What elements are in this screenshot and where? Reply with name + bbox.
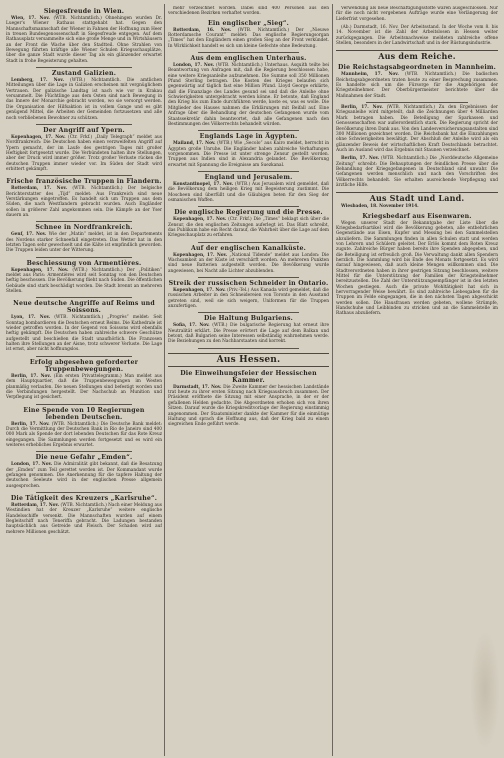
article-headline: Erfolg abgesehen geforderter Truppenbewegungen. [29, 358, 139, 373]
article-dateline: Mailand, 17. Nov. [173, 141, 216, 147]
article-body [336, 25, 498, 46]
article-text: (WTB.) Wie „Secolo“ aus Kairo meldet, herrscht in Ägypten große Unruhe. Die Engländer haben zahlreiche Verhaftungen vorgenommen. Die Presse ist unter strenge Zensur gestellt worden. Truppen aus Indien sind in Alexandria gelandet. Die Bevölkerung erwartet mit Spannung die Ereignisse am Suezkanal. [168, 141, 329, 168]
article [168, 55, 329, 127]
article-text: (Priv.-Tel.) Aus Kanada wird gemeldet, daß die russischen Arbeiter in den Schneidereien von Toronto in den Ausstand getreten sind, weil sie sich weigern, Uniformen für die Truppen anzufertigen. [168, 288, 329, 310]
article-separator [36, 451, 132, 452]
article-separator [198, 130, 299, 131]
article-headline: Auf der englischen Kanalküste. [190, 244, 307, 252]
article-separator [36, 124, 132, 125]
article-dateline: Berlin, 17. Nov. [11, 373, 51, 379]
article-text: Verwendung als neue Beschäftigungsstoffe waren ausgeschlossen. Nur für die noch nicht vergebenen Aufträge wurde eine Verlängerung der Lieferfrist vorgesehen. [336, 6, 498, 22]
column-rule [332, 4, 333, 756]
article-headline: Schnee in Nordfrankreich. [35, 224, 133, 232]
article-separator [198, 52, 299, 53]
article-text: Wegen unserer Stadt der Bekanntgabe der Liste über die Kriegsbedarfsartikel wird die Bevölkerung gebeten, alle entbehrlichen Gegenstände aus Eisen, Kupfer und Messing bei den Sammelstellen abzuliefern. Die Sammlungen finden in allen Schulen statt und werden von Lehrern und Schülern geleitet. Der Erlös kommt dem Roten Kreuz zugute. Zahlreiche Bürger haben bereits ihre Spenden abgegeben, und die Beteiligung ist erfreulich groß. Die Verwaltung dankt allen Spendern herzlich. Die Sammlung wird bis Ende des Monats fortgesetzt. Es wird darauf hingewiesen, daß auch kleine Mengen willkommen sind. Die Stadtverordneten haben in ihrer gestrigen Sitzung beschlossen, weitere Mittel für die Unterstützung der Familien der Kriegsteilnehmer bereitzustellen. Die Zahl der Unterstützungsempfänger ist in den letzten Wochen gestiegen. Auch die private Wohltätigkeit hat sich in hervorragender Weise bewährt. Es sind zahlreiche Liebesgaben für die Truppen im Felde eingegangen, die in den nächsten Tagen abgeschickt werden sollen. Die Hausfrauen werden gebeten, wollene Strümpfe, Handschuhe und Leibbinden zu stricken und an die Sammelstelle im Rathaus abzuliefern. [336, 220, 498, 317]
article-separator [36, 492, 132, 493]
article [168, 280, 329, 309]
article [6, 300, 162, 352]
article [168, 20, 329, 49]
article [336, 105, 498, 153]
article-dateline: Sofia, 17. Nov. [173, 323, 210, 329]
article-text: (WTB. Nichtamtlich.) Der „Nieuwe Rotterdamsche Courant“ meldet: Das englische Regierungsorgan „Times“ hat den Engländern einen großen Sieg an der Front verkündet. In Wirklichkeit handelt es sich um kleine Gefechte ohne Bedeutung. [168, 27, 329, 49]
article-body [168, 323, 329, 344]
column-rule [164, 4, 165, 756]
article-separator [36, 257, 132, 258]
article-text: (Ein ersten Privattelegramm.) Man meldet aus dem Hauptquartier, daß die Truppenbewegungen im Westen planmäßig verlaufen. Die neuen Stellungen sind befestigt worden und die Verbindungen hergestellt. Der Nachschub an Munition und Verpflegung ist gesichert. [6, 373, 162, 401]
article-separator [198, 277, 299, 278]
article-separator [366, 102, 468, 103]
article [336, 192, 498, 209]
article-headline: Aus dem englischen Unterhaus. [190, 55, 307, 63]
article-text: (Ab.) Darmstadt, 16. Nov. Der Arbeitsstand. In der Woche vom 8. bis 14. November ist die Zahl der Arbeitslosen in Hessen weiter zurückgegangen. Die Arbeitsnachweise meldeten zahlreiche offene Stellen, besonders in der Landwirtschaft und in der Rüstungsindustrie. [336, 25, 498, 47]
article [336, 25, 498, 46]
article-dateline: Kopenhagen, 17. Nov. [11, 134, 66, 140]
article-body [6, 186, 162, 218]
article-dateline: Mannheim, 17. Nov. [341, 72, 399, 78]
article-dateline: Lemberg, 17. Nov. [11, 78, 64, 84]
article-separator [198, 171, 299, 172]
article-dateline: Rotterdam, 16. Nov. [173, 27, 232, 33]
article [336, 6, 498, 22]
article-body [6, 374, 162, 401]
article-text: (WTB. Nichtamtlich.) Zu den Ergebnissen der Kriegsanleihe wird mitgeteilt, daß die Zeichnungen über 4 Milliarden Mark betragen haben. Die Beteiligung der Sparkassen und Genossenschaften war außerordentlich stark. Die Regierung spricht der Bevölkerung ihren Dank aus. Von den Landesversicherungsanstalten sind 300 Millionen gezeichnet worden. Die Reichsbank hat die Einzahlungen ohne Schwierigkeiten bewältigt. Der Abschluß der Anleihe wird als ein glänzender Beweis der wirtschaftlichen Kraft Deutschlands betrachtet. Auch im Ausland wird das Ergebnis mit Staunen verzeichnet. [336, 105, 498, 153]
article-body [6, 78, 162, 121]
article [168, 315, 329, 344]
article-text: Die Admiralität gibt bekannt, daß die Besatzung der „Emden“ zum Teil gerettet worden ist. Der Kommandant wurde gefangen genommen. Die Anerkennung für die tapfere Haltung der deutschen Seeleute wird in der englischen Presse allgemein ausgesprochen. [6, 462, 162, 489]
article-body [6, 16, 162, 64]
article [336, 64, 498, 99]
article [168, 209, 329, 238]
article-body [168, 253, 329, 274]
article-separator [198, 348, 299, 349]
article-dateline: Berlin, 17. Nov. [11, 421, 50, 427]
article-body [336, 221, 498, 317]
article-dateline: Kopenhagen, 17. Nov. [173, 217, 227, 223]
article [336, 50, 498, 61]
article-headline: England und Jerusalem. [204, 173, 293, 181]
article-dateline: Kopenhagen, 17. Nov. [173, 252, 228, 258]
article-body [168, 141, 329, 168]
article [168, 245, 329, 274]
article-headline: Kriegsbedarf aus Eisenwaren. [362, 212, 472, 220]
article-headline: Aus Hessen. [168, 353, 329, 367]
article-body [336, 6, 498, 22]
article-dateline: Konstantinopel, 17. Nov. [173, 181, 234, 187]
article-headline: Aus Stadt und Land. [336, 192, 498, 203]
article-text: Die Zweite Kammer der hessischen Landstände trat heute zu ihrer ersten Sitzung nach Kriegsausbruch zusammen. Der Präsident eröffnete die Sitzung mit einer Ansprache, in der er der gefallenen Helden gedachte. Die Abgeordneten erhoben sich von ihren Sitzen. Darauf wurde die Kriegskreditvorlage der Regierung einstimmig angenommen. Der Staatsminister dankte der Kammer für die einmütige Haltung und sprach die Hoffnung aus, daß der Krieg bald zu einem siegreichen Ende geführt werde. [168, 384, 329, 428]
article-dateline: Kopenhagen, 17. Nov. [173, 288, 226, 294]
article [168, 133, 329, 168]
article-text: (WTB. Nichtamtlich.) Ohnehingen wurden Dr. Lueger's Wiener Rathaus stattgehabt hat. Gegen den Mannschaftsmannschaft der Wiener in Fahnen der Hoffnung zum Heer in treuen Bundesgenossenschaft in Siegesfreude entgegen. Auf dem Rathausplatz versammelte sich eine große Menge und in Wirtshäusern an der Front die Wache über den Stadtteil. Ohne Strahlen von Bewegung führten kräftige alle Wiener Schulen Kriegsschauplätze, über die ganze Stadt wurde dieser Tag als ein glänzender erwartet Stadt in frohe Begeisterung gehalten. [6, 16, 162, 64]
article-headline: Beschiessung von Armentières. [26, 259, 142, 267]
article-body [336, 156, 498, 188]
article [168, 370, 329, 428]
article-body [6, 268, 162, 295]
article-body [168, 182, 329, 203]
article [6, 70, 162, 121]
article-headline: Die neue Gefahr „Emden“. [35, 454, 133, 462]
article-body [6, 422, 162, 449]
article [6, 127, 162, 172]
article [336, 213, 498, 317]
article-text: (WTB. Nichtamtlich.) Die Deutsche Bank meldet: Durch die Vermittlung der Deutschen Bank in Rio de Janeiro sind 400 000 Mark als Spende der dort lebenden Deutschen für das Rote Kreuz eingegangen. Die Sammlungen werden fortgesetzt und es wird ein weiteres erhebliches Ergebnis erwartet. [6, 421, 162, 448]
article-headline: Aus dem Reiche. [336, 50, 498, 61]
article-separator [198, 206, 299, 207]
column-2 [168, 6, 329, 754]
article-body [168, 6, 329, 17]
article-separator [36, 175, 132, 176]
article-text: (WTB.) Nichtamtlich. Die amtlichen Mitteilungen über die Lage in Galizien erscheinen mit vergnüglichem Vertrauen. Der galizische Landtag ist nach wie vor in Krakau versammelt. Die Flüchtlinge aus dem Osten sind nach Bewegung in das Innere der Monarchie gebracht worden, wo sie versorgt werden. Die Organisation der Hilfsaktion ist in vollem Gange und es gibt genügend Mittel, die Arbeiten der Gemeinden fortzusetzen und alle noch verbliebenen Bewohner zu schützen. [6, 78, 162, 121]
article-headline: Die Tätigkeit des Kreuzers „Karlsruhe“. [10, 494, 158, 502]
article-headline: Frische französische Truppen in Flandern. [6, 178, 162, 186]
article-dateline: Rotterdam, 17. Nov. [11, 186, 68, 192]
article [168, 353, 329, 367]
article-text: Wie der „Matin“ meldet, ist in den Departements des Nordens starker Schneefall eingetreten. Das Wetter hat in den letzten Tagen sehr gewechselt und die Kälte ist empfindlich geworden. Die Truppen leiden unter der Witterung. [6, 232, 162, 254]
article-body [168, 217, 329, 238]
article-headline: Die Einweihungsfeier der Hessischen Kammer. [180, 369, 317, 384]
article [336, 156, 498, 188]
article-dateline: Genf, 17. Nov. [11, 232, 47, 238]
article-headline: Die Haltung Bulgariens. [203, 315, 294, 323]
article-separator [198, 312, 299, 313]
article [168, 6, 329, 17]
article-dateline: Rotterdam, 17. Nov. [11, 502, 60, 508]
article-text: (WTB.) Aus Jerusalem wird gemeldet, daß die Bevölkerung dem heiligen Krieg mit Begeisterung zustimmt. Die Moscheen sind überfüllt und die Gläubigen beten für den Sieg der osmanischen Waffen. [168, 181, 329, 203]
column-3 [336, 6, 498, 754]
article-text: (WTB. Nichtamtlich.) Die „Norddeutsche Allgemeine Zeitung“ schreibt: Die Behauptungen der feindlichen Presse über die Behandlung der Kriegsgefangenen in Deutschland sind unwahr. Die Gefangenen werden menschlich und nach den Vorschriften des Völkerrechts behandelt. Sie erhalten ausreichende Verpflegung und ärztliche Hilfe. [336, 156, 498, 188]
article-headline: Die Reichstagsabgeordneten in Mannheim. [337, 64, 496, 72]
article-body [336, 204, 498, 209]
article-dateline: Wiesbaden, 18. November 1914. [341, 204, 419, 210]
article-text: (WTB. Nichtamtlich.) „Progrès“ meldet: Seit Sonntag bombardieren die Deutschen erneut Reims. Die Kathedrale ist wieder getroffen worden. In der Gegend von Soissons wird ebenfalls heftig gekämpft. Die Deutschen haben zahlreiche schwere Geschütze aufgestellt und beschießen die Stadt unaufhörlich. Die Franzosen halten ihre Stellungen an der Aisne, trotz schwerer Verluste. Die Lage ist ernst, aber nicht hoffnungslos. [6, 315, 162, 353]
article-text: (Ctr. Frkf.) „Daily Telegraph“ meldet aus Nordfrankreich: Die Deutschen haben einen verzweifelten Angriff auf Ypern gemacht, der im Laufe des gestrigen Tages mit großer Heftigkeit fortgesetzt wurde. Die Verbündeten halten ihre Stellungen, aber der Druck wird immer größer. Trotz großer Verluste rücken die deutschen Truppen immer wieder vor. Im Süden der Stadt wird erbittert gekämpft. [6, 134, 162, 172]
article-text: (WTB. Nichtamtlich.) Der belgische Berichterstatter des „Tijd“ meldet: Aus Frankreich sind neue Verstärkungen eingetroffen. Es handelt sich um Truppen aus dem Süden, die nach Westflandern gebracht wurden. Auch Engländer sollen in größerer Zahl angekommen sein. Die Kämpfe an der Yser dauern an. [6, 186, 162, 218]
article-dateline: Kopenhagen, 17. Nov. [11, 267, 69, 273]
article-dateline: Berlin, 17. Nov. [341, 156, 380, 162]
article-separator [36, 356, 132, 357]
article-text: (Ctr. Frkf.) Die „Times“ beklagt sich über die Zensur, die den englischen Zeitungen auferlegt ist. Das Blatt schreibt, das Publikum habe ein Recht darauf, die Wahrheit über die Lage auf dem Kriegsschauplatz zu erfahren. [168, 217, 329, 239]
article-body [6, 503, 162, 535]
article-headline: Ein englischer „Sieg“. [207, 19, 290, 27]
article [6, 8, 162, 64]
article [6, 454, 162, 489]
article [6, 260, 162, 295]
article-separator [36, 297, 132, 298]
article-headline: Siegesfreude in Wien. [43, 8, 125, 15]
column-1 [6, 6, 162, 754]
article-text: (WTB.) Die bulgarische Regierung hat erneut ihre Neutralität erklärt. Die Presse erörtert die Lage auf dem Balkan und betont, daß Bulgarien seine Interessen selbständig wahrnehmen werde. Die Beziehungen zu den Nachbarstaaten sind korrekt. [168, 323, 329, 345]
article-separator [36, 67, 132, 68]
article-body [6, 135, 162, 172]
article-text: (WTB. Nichtamtlich.) Nach einer Meldung aus Westindien hat der Kreuzer „Karlsruhe“ weitere englische Handelsschiffe versenkt. Die Mannschaften wurden auf einem Begleitschiff nach Teneriffa gebracht. Die Ladungen bestanden hauptsächlich aus Getreide und Fleisch. Der Schaden wird auf mehrere Millionen geschätzt. [6, 502, 162, 535]
article-dateline: London, 17. Nov. [11, 462, 53, 468]
article-text: mehr verzeichnet worden. Dabei sind 400 Personen aus den verschiedenen Bezirken verhaftet worden. [168, 6, 329, 17]
article-body [168, 385, 329, 428]
article-headline: Neue deutsche Angriffe auf Reims und Soissons. [13, 300, 155, 315]
article-headline: Streik der russischen Schneider in Ontario. [168, 280, 329, 288]
article-headline: Zustand Galizien. [51, 70, 117, 78]
article-text: (WTB.) Nichtamtlich.) Der „Politiken“ meldet aus Paris: Armentières wird seit Sonntag von den Deutschen heftig beschossen. Die Bevölkerung flieht nach Süden. Die öffentlichen Gebäude sind stark beschädigt worden. Die Stadt brennt an mehreren Stellen. [6, 267, 162, 295]
article-separator [198, 242, 299, 243]
article-body [336, 72, 498, 99]
article-separator [36, 221, 132, 222]
article [6, 224, 162, 253]
article-headline: Der Angriff auf Ypern. [43, 126, 125, 134]
article-separator [36, 404, 132, 405]
article-headline: Die englische Regierung und die Presse. [174, 209, 323, 217]
article-body [6, 462, 162, 489]
article-dateline: London, 17. Nov. [173, 63, 215, 69]
article-body [6, 232, 162, 253]
article-body [168, 288, 329, 309]
article [168, 174, 329, 203]
article-text: „National Tidende“ meldet aus London: Die Wachsamkeit an der Küste ist verschärft worden. An mehreren Punkten sind neue Batterien aufgestellt worden. Die Bevölkerung wurde angewiesen, bei Nacht alle Lichter abzublenden. [168, 252, 329, 274]
article-dateline: Berlin, 17. Nov. [341, 105, 383, 111]
article-dateline: Wien, 17. Nov. [11, 16, 50, 21]
article [6, 495, 162, 535]
article-text: (WTB. Nichtamtlich.) Die badischen Reichstagsabgeordneten traten heute zu einer Besprechung zusammen. Es handelte sich um die Fürsorge für die Angehörigen der Kriegsteilnehmer. Der Oberbürgermeister berichtete über die Maßnahmen der Stadt. [336, 72, 498, 99]
article-body [336, 105, 498, 153]
article-dateline: Lyon, 17. Nov. [11, 315, 51, 321]
article-body [6, 315, 162, 352]
article-body [168, 63, 329, 127]
article-body [168, 28, 329, 49]
article [6, 359, 162, 401]
article [6, 178, 162, 218]
article [6, 407, 162, 449]
article-headline: Eine Spende von 10 Regierungen lebenden Deutschen. [23, 406, 145, 421]
article-text: (WTB. Nichtamtlich.) Unterhaus. Asquith teilte bei Beantwortung von Anfragen mit, daß die Regierung beschlossen habe, eine weitere Kriegsanleihe aufzunehmen. Die Summe soll 350 Millionen Pfund Sterling betragen. Die Kosten des Krieges belaufen sich gegenwärtig auf täglich fast eine Million Pfund. Lloyd George erklärte, daß die Finanzlage des Landes gesund sei und daß die Anleihe ohne Schwierigkeiten untergebracht werden könne. Er betonte, daß England den Krieg bis zum Ende durchführen werde, koste es, was es wolle. Die Mitglieder des Hauses nahmen die Erklärungen mit Beifall auf. Eine Anfrage über die Behandlung der deutschen Gefangenen wurde vom Staatssekretär dahin beantwortet, daß alle Gefangenen nach den Bestimmungen des Völkerrechts behandelt würden. [168, 63, 329, 127]
article-dateline: Darmstadt, 17. Nov. [173, 384, 222, 390]
article-headline: Englands Lage in Ägypten. [199, 133, 298, 141]
